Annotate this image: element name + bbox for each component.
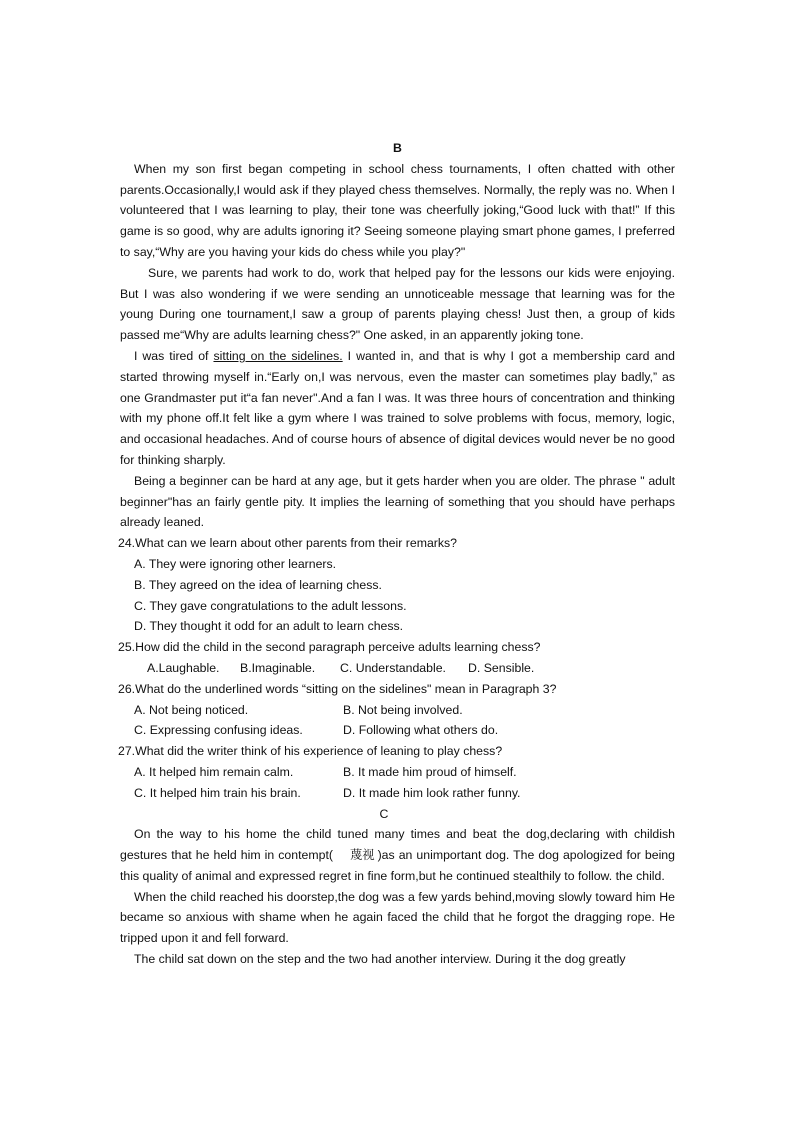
question-27-option-c: C. It helped him train his brain. [134, 785, 301, 800]
section-b-paragraph-1: When my son first began competing in school chess tournaments, I often chatted with other parents.Occasionally,I would ask if they played chess themselves. Normally, the reply was no. When I volunteered that I was learning to play, their tone was cheerfully joking,“Good luck with that!” If this game is so good, why are adults ignoring it? Seeing someone playing smart phone games, I preferred to say,“Why are you having your kids do chess while you play?" [120, 161, 675, 259]
question-26-options-row-2 [134, 720, 675, 741]
question-27-options-row-1 [134, 762, 675, 783]
underlined-phrase: sitting on the sidelines. [213, 348, 343, 363]
question-25-option-a: A.Laughable. [147, 660, 220, 675]
section-c-p1-body: )as an unimportant dog. The dog apologized for being this quality of animal and expressed regret in fine form,but he continued stealthily to follow. the child. [120, 848, 675, 883]
section-c-paragraph-2: When the child reached his doorstep,the dog was a few yards behind,moving slowly toward him He became so anxious with shame when he again faced the child that he forgot the dragging rope. He tripped upon it and fell forward. [120, 889, 675, 946]
section-c-heading: C [379, 806, 389, 821]
section-b-paragraph-3 [120, 346, 675, 471]
section-b-paragraph-2: Sure, we parents had work to do, work that helped pay for the lessons our kids were enjoying. But I was also wondering if we were sending an unnoticeable message that learning was for the young During one tournament,I saw a group of parents playing chess! Just then, a group of kids passed me“Why are adults learning chess?" One asked, in an apparently joking tone. [120, 265, 675, 343]
question-25-stem: 25.How did the child in the second paragraph perceive adults learning chess? [118, 640, 541, 655]
question-25-options [147, 658, 675, 679]
question-27-stem: 27.What did the writer think of his experience of leaning to play chess? [118, 744, 503, 759]
section-c-paragraph-3: The child sat down on the step and the two had another interview. During it the dog greatly [134, 952, 626, 967]
question-25-option-c: C. Understandable. [340, 660, 446, 675]
section-c-paragraph-1 [120, 824, 675, 886]
question-27-options-row-2 [134, 783, 675, 804]
question-27-option-d: D. It made him look rather funny. [343, 785, 521, 800]
section-c-p1-lead: On the way to his home the child tuned many times and beat the dog,declaring with childish gestures that he held him in contempt( [120, 827, 675, 863]
question-27-option-b: B. It made him proud of himself. [343, 764, 517, 779]
question-24-option-c: C. They gave congratulations to the adult lessons. [134, 598, 407, 613]
question-26-options-row-1 [134, 700, 675, 721]
chinese-gloss: 蔑视 [349, 848, 375, 863]
question-26-option-b: B. Not being involved. [343, 702, 463, 717]
question-25-option-d: D. Sensible. [468, 660, 535, 675]
question-27-option-a: A. It helped him remain calm. [134, 764, 294, 779]
question-26-stem: 26.What do the underlined words “sitting on the sidelines" mean in Paragraph 3? [118, 681, 557, 696]
question-26-option-c: C. Expressing confusing ideas. [134, 723, 303, 738]
section-b-paragraph-4: Being a beginner can be hard at any age, but it gets harder when you are older. The phrase " adult beginner"has an fairly gentle pity. It implies the learning of something that you should have perhaps already leaned. [120, 473, 675, 530]
question-24-option-b: B. They agreed on the idea of learning chess. [134, 577, 382, 592]
paragraph-3-lead: I was tired of [134, 348, 214, 363]
question-26-option-d: D. Following what others do. [343, 723, 499, 738]
question-24-stem: 24.What can we learn about other parents from their remarks? [118, 536, 458, 551]
question-24-option-d: D. They thought it odd for an adult to learn chess. [134, 619, 404, 634]
paragraph-3-body: I wanted in, and that is why I got a membership card and started throwing myself in.“Early on,I was nervous, even the master can sometimes play badly,” as one Grandmaster put it“a fan never".And a fan I was. It was three hours of concentration and thinking with my phone off.It felt like a gym where I was trained to solve problems with focus, memory, logic, and occasional headaches. And of course hours of absence of digital devices would never be no good for thinking sharply. [120, 348, 675, 467]
section-b-heading: B [393, 141, 402, 155]
question-24-option-a: A. They were ignoring other learners. [134, 556, 337, 571]
question-25-option-b: B.Imaginable. [240, 660, 316, 675]
exam-page [120, 138, 675, 970]
question-26-option-a: A. Not being noticed. [134, 702, 249, 717]
